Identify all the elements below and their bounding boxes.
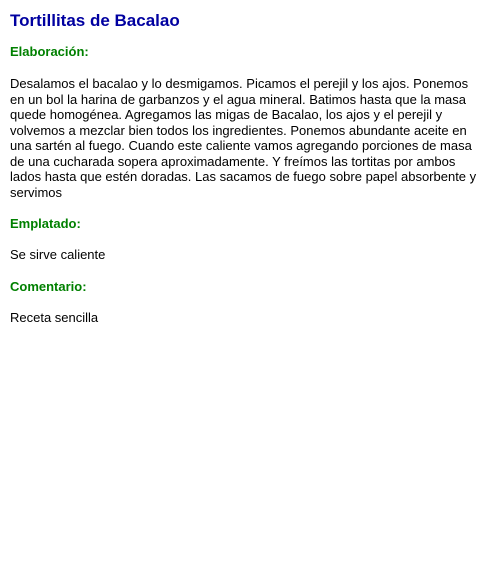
section-heading-elaboracion: Elaboración: (10, 44, 89, 59)
section-text-comentario: Receta sencilla (10, 309, 99, 325)
section-elaboracion (10, 44, 479, 200)
section-comentario (10, 279, 479, 326)
recipe-title: Tortillitas de Bacalao (10, 11, 180, 30)
section-emplatado (10, 216, 479, 263)
section-text-emplatado: Se sirve caliente (10, 247, 106, 262)
section-heading-emplatado: Emplatado: (10, 216, 81, 231)
section-text-elaboracion: Desalamos el bacalao y lo desmigamos. Picamos el perejil y los ajos. Ponemos en un bol la harina de garbanzos y el agua mineral. Batimos hasta que la masa quede homogénea. Agregamos las migas de Bacalao, los ajos y el perejil y volvemos a mezclar bien todos los ingredientes. Ponemos abundante aceite en una sartén al fuego. Cuando este caliente vamos agregando porciones de masa de una cucharada sopera aproximadamente. Y freímos las tortitas por ambos lados hasta que estén doradas. Las sacamos de fuego sobre papel absorbente y servimos (10, 76, 477, 200)
section-heading-comentario: Comentario: (10, 278, 87, 294)
